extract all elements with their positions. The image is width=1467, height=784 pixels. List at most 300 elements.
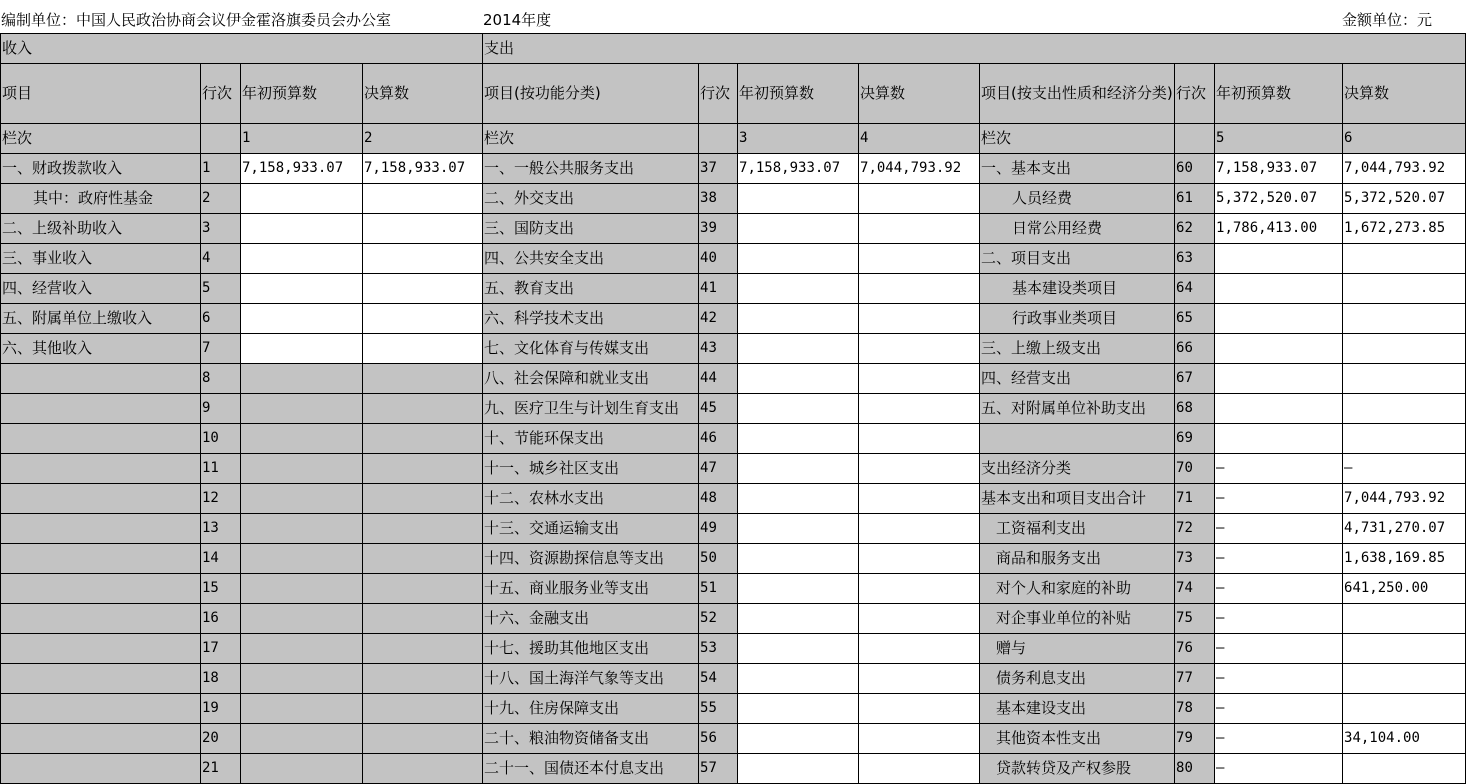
econ-expense-row-no: 70 [1175, 454, 1215, 484]
income-final-value [363, 184, 483, 214]
income-row-no: 7 [201, 334, 241, 364]
table-row [1, 184, 1466, 214]
econ-expense-final-value: 7,044,793.92 [1343, 154, 1466, 184]
econ-expense-item-name: 基本支出和项目支出合计 [980, 484, 1175, 514]
income-budget-value [241, 394, 363, 424]
func-expense-budget-value [738, 604, 859, 634]
econ-expense-row-no: 63 [1175, 244, 1215, 274]
func-expense-item-name: 十一、城乡社区支出 [483, 454, 699, 484]
income-final-value [363, 484, 483, 514]
func-expense-item-name: 十六、金融支出 [483, 604, 699, 634]
func-expense-row-no: 37 [699, 154, 738, 184]
table-row [1, 634, 1466, 664]
econ-expense-final-value: 1,638,169.85 [1343, 544, 1466, 574]
table-row [1, 604, 1466, 634]
income-row-no: 21 [201, 754, 241, 784]
income-row-no: 20 [201, 724, 241, 754]
col-header-final: 决算数 [363, 64, 483, 124]
income-item-name [1, 604, 201, 634]
column-number-label: 栏次 [483, 124, 699, 154]
func-expense-final-value [859, 244, 980, 274]
income-budget-value [241, 184, 363, 214]
func-expense-item-name: 九、医疗卫生与计划生育支出 [483, 394, 699, 424]
econ-expense-final-value [1343, 364, 1466, 394]
income-final-value [363, 724, 483, 754]
func-expense-item-name: 十四、资源勘探信息等支出 [483, 544, 699, 574]
econ-expense-final-value: 4,731,270.07 [1343, 514, 1466, 544]
func-expense-budget-value [738, 514, 859, 544]
econ-expense-final-value: 1,672,273.85 [1343, 214, 1466, 244]
econ-expense-budget-value: 7,158,933.07 [1215, 154, 1343, 184]
func-expense-row-no: 43 [699, 334, 738, 364]
income-item-name: 六、其他收入 [1, 334, 201, 364]
func-expense-item-name: 四、公共安全支出 [483, 244, 699, 274]
econ-expense-item-name: 对企事业单位的补贴 [980, 604, 1175, 634]
func-expense-item-name: 五、教育支出 [483, 274, 699, 304]
table-row [1, 364, 1466, 394]
func-expense-final-value [859, 574, 980, 604]
func-expense-budget-value [738, 274, 859, 304]
table-row [1, 334, 1466, 364]
econ-expense-row-no: 67 [1175, 364, 1215, 394]
column-number: 2 [363, 124, 483, 154]
econ-expense-row-no: 73 [1175, 544, 1215, 574]
column-number-blank [699, 124, 738, 154]
func-expense-row-no: 51 [699, 574, 738, 604]
table-row [1, 514, 1466, 544]
econ-expense-budget-value [1215, 394, 1343, 424]
column-number-label: 栏次 [980, 124, 1175, 154]
econ-expense-budget-value: 5,372,520.07 [1215, 184, 1343, 214]
func-expense-final-value [859, 724, 980, 754]
func-expense-final-value: 7,044,793.92 [859, 154, 980, 184]
income-item-name [1, 634, 201, 664]
econ-expense-final-value [1343, 634, 1466, 664]
income-final-value [363, 754, 483, 784]
econ-expense-final-value [1343, 304, 1466, 334]
econ-expense-budget-value: — [1215, 544, 1343, 574]
table-row [1, 754, 1466, 784]
func-expense-budget-value [738, 364, 859, 394]
econ-expense-item-name: 五、对附属单位补助支出 [980, 394, 1175, 424]
income-item-name [1, 424, 201, 454]
income-final-value [363, 604, 483, 634]
econ-expense-final-value [1343, 274, 1466, 304]
func-expense-budget-value [738, 394, 859, 424]
econ-expense-item-name: 基本建设支出 [980, 694, 1175, 724]
func-expense-row-no: 50 [699, 544, 738, 574]
income-item-name [1, 394, 201, 424]
col-header-final: 决算数 [859, 64, 980, 124]
income-row-no: 10 [201, 424, 241, 454]
econ-expense-item-name: 对个人和家庭的补助 [980, 574, 1175, 604]
income-final-value [363, 634, 483, 664]
func-expense-row-no: 40 [699, 244, 738, 274]
table-row [1, 454, 1466, 484]
income-row-no: 19 [201, 694, 241, 724]
income-final-value [363, 574, 483, 604]
func-expense-final-value [859, 184, 980, 214]
econ-expense-budget-value: — [1215, 454, 1343, 484]
col-header-budget: 年初预算数 [241, 64, 363, 124]
econ-expense-row-no: 79 [1175, 724, 1215, 754]
income-final-value [363, 424, 483, 454]
econ-expense-final-value: 34,104.00 [1343, 724, 1466, 754]
column-number-label: 栏次 [1, 124, 201, 154]
income-row-no: 14 [201, 544, 241, 574]
income-budget-value [241, 604, 363, 634]
econ-expense-item-name: 基本建设类项目 [980, 274, 1175, 304]
econ-expense-final-value: 5,372,520.07 [1343, 184, 1466, 214]
income-item-name [1, 754, 201, 784]
econ-expense-budget-value [1215, 274, 1343, 304]
func-expense-final-value [859, 214, 980, 244]
func-expense-item-name: 六、科学技术支出 [483, 304, 699, 334]
income-row-no: 16 [201, 604, 241, 634]
econ-expense-final-value [1343, 694, 1466, 724]
func-expense-final-value [859, 634, 980, 664]
func-expense-item-name: 十二、农林水支出 [483, 484, 699, 514]
func-expense-final-value [859, 334, 980, 364]
col-header-budget: 年初预算数 [1215, 64, 1343, 124]
func-expense-row-no: 49 [699, 514, 738, 544]
table-row [1, 244, 1466, 274]
income-final-value [363, 244, 483, 274]
func-expense-item-name: 十七、援助其他地区支出 [483, 634, 699, 664]
income-row-no: 17 [201, 634, 241, 664]
income-item-name [1, 574, 201, 604]
column-number-blank [1175, 124, 1215, 154]
econ-expense-budget-value [1215, 304, 1343, 334]
table-row [1, 274, 1466, 304]
econ-expense-budget-value: — [1215, 604, 1343, 634]
econ-expense-row-no: 65 [1175, 304, 1215, 334]
func-expense-item-name: 十五、商业服务业等支出 [483, 574, 699, 604]
table-row [1, 394, 1466, 424]
econ-expense-item-name: 工资福利支出 [980, 514, 1175, 544]
func-expense-budget-value [738, 184, 859, 214]
income-budget-value [241, 214, 363, 244]
income-item-name [1, 514, 201, 544]
income-budget-value [241, 694, 363, 724]
func-expense-budget-value [738, 754, 859, 784]
econ-expense-budget-value: — [1215, 694, 1343, 724]
func-expense-item-name: 十八、国土海洋气象等支出 [483, 664, 699, 694]
table-row [1, 304, 1466, 334]
func-expense-row-no: 56 [699, 724, 738, 754]
income-item-name: 五、附属单位上缴收入 [1, 304, 201, 334]
func-expense-row-no: 45 [699, 394, 738, 424]
income-final-value [363, 274, 483, 304]
econ-expense-final-value [1343, 664, 1466, 694]
func-expense-final-value [859, 484, 980, 514]
econ-expense-item-name: 债务利息支出 [980, 664, 1175, 694]
func-expense-budget-value [738, 214, 859, 244]
income-budget-value [241, 424, 363, 454]
income-item-name: 其中：政府性基金 [1, 184, 201, 214]
col-header-econ-item: 项目(按支出性质和经济分类) [980, 64, 1175, 124]
econ-expense-budget-value [1215, 424, 1343, 454]
econ-expense-row-no: 74 [1175, 574, 1215, 604]
income-budget-value [241, 634, 363, 664]
income-final-value [363, 694, 483, 724]
income-final-value [363, 454, 483, 484]
func-expense-budget-value [738, 634, 859, 664]
econ-expense-item-name: 贷款转贷及产权参股 [980, 754, 1175, 784]
econ-expense-row-no: 72 [1175, 514, 1215, 544]
table-row [1, 574, 1466, 604]
func-expense-budget-value [738, 244, 859, 274]
econ-expense-item-name: 人员经费 [980, 184, 1175, 214]
func-expense-budget-value [738, 304, 859, 334]
func-expense-budget-value [738, 334, 859, 364]
table-row [1, 544, 1466, 574]
income-budget-value [241, 304, 363, 334]
func-expense-item-name: 一、一般公共服务支出 [483, 154, 699, 184]
func-expense-final-value [859, 754, 980, 784]
func-expense-final-value [859, 604, 980, 634]
econ-expense-item-name [980, 424, 1175, 454]
econ-expense-final-value [1343, 424, 1466, 454]
income-row-no: 11 [201, 454, 241, 484]
func-expense-row-no: 41 [699, 274, 738, 304]
expense-section-label: 支出 [483, 34, 1466, 64]
econ-expense-final-value: — [1343, 454, 1466, 484]
func-expense-row-no: 42 [699, 304, 738, 334]
func-expense-final-value [859, 364, 980, 394]
income-item-name [1, 484, 201, 514]
func-expense-final-value [859, 454, 980, 484]
income-budget-value [241, 544, 363, 574]
budget-final-accounts-table [0, 33, 1466, 784]
econ-expense-row-no: 60 [1175, 154, 1215, 184]
func-expense-final-value [859, 544, 980, 574]
func-expense-budget-value [738, 544, 859, 574]
income-row-no: 3 [201, 214, 241, 244]
col-header-func-item: 项目(按功能分类) [483, 64, 699, 124]
econ-expense-budget-value: — [1215, 664, 1343, 694]
func-expense-item-name: 十三、交通运输支出 [483, 514, 699, 544]
func-expense-final-value [859, 664, 980, 694]
func-expense-item-name: 三、国防支出 [483, 214, 699, 244]
func-expense-row-no: 47 [699, 454, 738, 484]
income-budget-value [241, 514, 363, 544]
econ-expense-budget-value: — [1215, 754, 1343, 784]
column-number-row [1, 124, 1466, 154]
col-header-row-no: 行次 [1175, 64, 1215, 124]
reporting-unit: 编制单位：中国人民政治协商会议伊金霍洛旗委员会办公室 [1, 11, 392, 29]
econ-expense-row-no: 69 [1175, 424, 1215, 454]
income-budget-value [241, 274, 363, 304]
column-number: 6 [1343, 124, 1466, 154]
func-expense-row-no: 38 [699, 184, 738, 214]
income-budget-value: 7,158,933.07 [241, 154, 363, 184]
table-row [1, 214, 1466, 244]
econ-expense-budget-value: — [1215, 724, 1343, 754]
func-expense-budget-value: 7,158,933.07 [738, 154, 859, 184]
func-expense-row-no: 52 [699, 604, 738, 634]
func-expense-row-no: 57 [699, 754, 738, 784]
income-budget-value [241, 454, 363, 484]
column-number: 3 [738, 124, 859, 154]
func-expense-row-no: 48 [699, 484, 738, 514]
econ-expense-row-no: 75 [1175, 604, 1215, 634]
func-expense-budget-value [738, 724, 859, 754]
income-budget-value [241, 244, 363, 274]
econ-expense-item-name: 行政事业类项目 [980, 304, 1175, 334]
income-final-value [363, 544, 483, 574]
econ-expense-item-name: 商品和服务支出 [980, 544, 1175, 574]
income-row-no: 12 [201, 484, 241, 514]
econ-expense-row-no: 71 [1175, 484, 1215, 514]
func-expense-budget-value [738, 694, 859, 724]
col-header-row-no: 行次 [699, 64, 738, 124]
econ-expense-final-value: 7,044,793.92 [1343, 484, 1466, 514]
income-row-no: 4 [201, 244, 241, 274]
econ-expense-item-name: 赠与 [980, 634, 1175, 664]
econ-expense-item-name: 一、基本支出 [980, 154, 1175, 184]
econ-expense-budget-value: 1,786,413.00 [1215, 214, 1343, 244]
income-budget-value [241, 574, 363, 604]
income-final-value [363, 304, 483, 334]
func-expense-row-no: 54 [699, 664, 738, 694]
econ-expense-row-no: 66 [1175, 334, 1215, 364]
income-final-value [363, 214, 483, 244]
func-expense-budget-value [738, 454, 859, 484]
income-row-no: 2 [201, 184, 241, 214]
econ-expense-row-no: 62 [1175, 214, 1215, 244]
func-expense-item-name: 八、社会保障和就业支出 [483, 364, 699, 394]
func-expense-item-name: 十、节能环保支出 [483, 424, 699, 454]
econ-expense-budget-value [1215, 244, 1343, 274]
func-expense-final-value [859, 514, 980, 544]
report-meta [0, 0, 1467, 33]
econ-expense-budget-value: — [1215, 574, 1343, 604]
income-budget-value [241, 334, 363, 364]
income-item-name [1, 664, 201, 694]
income-row-no: 13 [201, 514, 241, 544]
func-expense-budget-value [738, 574, 859, 604]
col-header-row-no: 行次 [201, 64, 241, 124]
func-expense-budget-value [738, 484, 859, 514]
econ-expense-item-name: 日常公用经费 [980, 214, 1175, 244]
income-row-no: 8 [201, 364, 241, 394]
econ-expense-budget-value: — [1215, 514, 1343, 544]
econ-expense-budget-value [1215, 334, 1343, 364]
table-row [1, 484, 1466, 514]
func-expense-budget-value [738, 664, 859, 694]
func-expense-item-name: 七、文化体育与传媒支出 [483, 334, 699, 364]
func-expense-item-name: 二、外交支出 [483, 184, 699, 214]
table-row [1, 154, 1466, 184]
income-item-name [1, 724, 201, 754]
econ-expense-final-value [1343, 244, 1466, 274]
income-row-no: 9 [201, 394, 241, 424]
func-expense-budget-value [738, 424, 859, 454]
income-final-value [363, 394, 483, 424]
income-budget-value [241, 364, 363, 394]
econ-expense-item-name: 四、经营支出 [980, 364, 1175, 394]
func-expense-final-value [859, 694, 980, 724]
func-expense-final-value [859, 394, 980, 424]
econ-expense-final-value [1343, 604, 1466, 634]
currency-unit: 金额单位：元 [1342, 11, 1433, 29]
econ-expense-final-value [1343, 394, 1466, 424]
income-final-value [363, 364, 483, 394]
func-expense-row-no: 53 [699, 634, 738, 664]
econ-expense-row-no: 78 [1175, 694, 1215, 724]
income-row-no: 18 [201, 664, 241, 694]
econ-expense-item-name: 三、上缴上级支出 [980, 334, 1175, 364]
func-expense-item-name: 二十一、国债还本付息支出 [483, 754, 699, 784]
table-row [1, 664, 1466, 694]
econ-expense-row-no: 61 [1175, 184, 1215, 214]
econ-expense-row-no: 76 [1175, 634, 1215, 664]
income-item-name: 三、事业收入 [1, 244, 201, 274]
income-row-no: 15 [201, 574, 241, 604]
col-header-budget: 年初预算数 [738, 64, 859, 124]
econ-expense-final-value: 641,250.00 [1343, 574, 1466, 604]
col-header-item: 项目 [1, 64, 201, 124]
func-expense-row-no: 55 [699, 694, 738, 724]
table-row [1, 724, 1466, 754]
income-final-value: 7,158,933.07 [363, 154, 483, 184]
income-final-value [363, 334, 483, 364]
func-expense-final-value [859, 424, 980, 454]
income-item-name: 四、经营收入 [1, 274, 201, 304]
func-expense-item-name: 二十、粮油物资储备支出 [483, 724, 699, 754]
income-row-no: 6 [201, 304, 241, 334]
income-budget-value [241, 754, 363, 784]
income-item-name [1, 544, 201, 574]
func-expense-item-name: 十九、住房保障支出 [483, 694, 699, 724]
column-number: 1 [241, 124, 363, 154]
income-item-name: 二、上级补助收入 [1, 214, 201, 244]
section-row [1, 34, 1466, 64]
econ-expense-budget-value: — [1215, 484, 1343, 514]
income-item-name [1, 454, 201, 484]
func-expense-final-value [859, 274, 980, 304]
econ-expense-item-name: 二、项目支出 [980, 244, 1175, 274]
func-expense-final-value [859, 304, 980, 334]
column-number: 4 [859, 124, 980, 154]
column-number: 5 [1215, 124, 1343, 154]
econ-expense-row-no: 80 [1175, 754, 1215, 784]
econ-expense-row-no: 68 [1175, 394, 1215, 424]
econ-expense-row-no: 64 [1175, 274, 1215, 304]
income-item-name [1, 364, 201, 394]
econ-expense-final-value [1343, 334, 1466, 364]
econ-expense-item-name: 其他资本性支出 [980, 724, 1175, 754]
column-number-blank [201, 124, 241, 154]
table-row [1, 694, 1466, 724]
column-header-row [1, 64, 1466, 124]
econ-expense-row-no: 77 [1175, 664, 1215, 694]
income-budget-value [241, 724, 363, 754]
income-row-no: 5 [201, 274, 241, 304]
func-expense-row-no: 39 [699, 214, 738, 244]
fiscal-year: 2014年度 [483, 11, 552, 29]
econ-expense-item-name: 支出经济分类 [980, 454, 1175, 484]
income-budget-value [241, 664, 363, 694]
income-item-name [1, 694, 201, 724]
func-expense-row-no: 46 [699, 424, 738, 454]
col-header-final: 决算数 [1343, 64, 1466, 124]
income-budget-value [241, 484, 363, 514]
income-final-value [363, 664, 483, 694]
func-expense-row-no: 44 [699, 364, 738, 394]
income-row-no: 1 [201, 154, 241, 184]
